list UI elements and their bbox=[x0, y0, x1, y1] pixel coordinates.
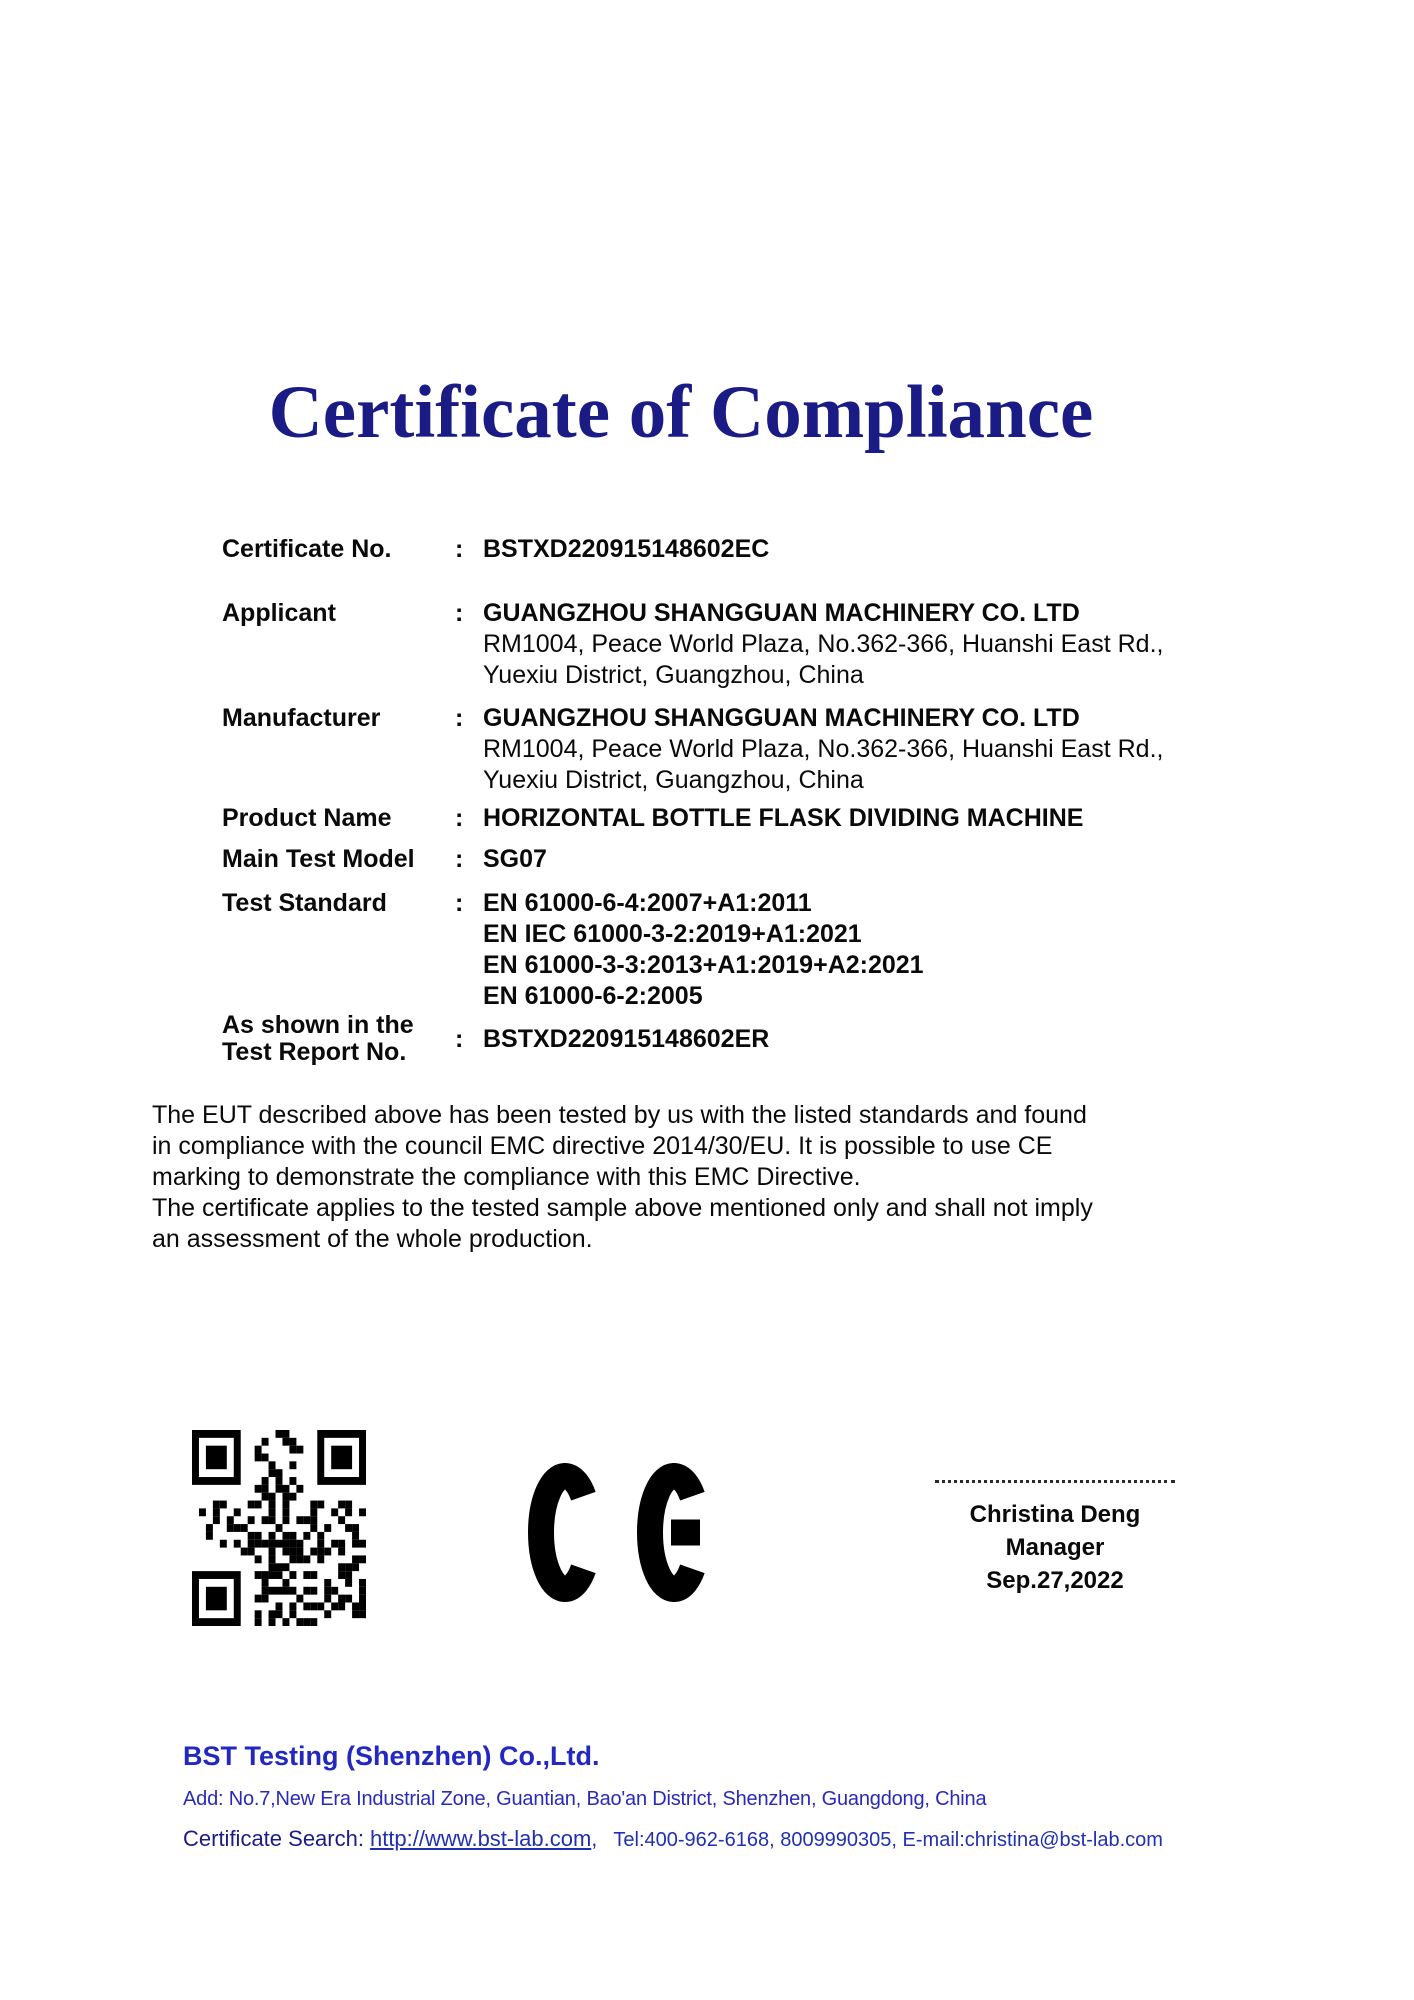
field-colon: : bbox=[455, 704, 464, 732]
field-label: Product Name bbox=[222, 804, 392, 832]
issuer-address: Add: No.7,New Era Industrial Zone, Guantian, Bao'an District, Shenzhen, Guangdong, China bbox=[183, 1788, 987, 1810]
field-label: Applicant bbox=[222, 599, 336, 627]
certificate-fields bbox=[222, 534, 1163, 1066]
applicant-address-line2: Yuexiu District, Guangzhou, China bbox=[483, 661, 864, 689]
field-value: SG07 bbox=[483, 845, 547, 873]
applicant-address-line1: RM1004, Peace World Plaza, No.362-366, Huanshi East Rd., bbox=[483, 630, 1164, 658]
compliance-statement bbox=[152, 1100, 1272, 1255]
field-colon: : bbox=[455, 599, 464, 627]
field-label: Main Test Model bbox=[222, 845, 415, 873]
field-colon: : bbox=[455, 535, 464, 563]
signer-name: Christina Deng bbox=[969, 1501, 1141, 1528]
issuer-company-name: BST Testing (Shenzhen) Co.,Ltd. bbox=[183, 1741, 600, 1771]
test-standard-line: EN 61000-6-2:2005 bbox=[483, 982, 703, 1010]
field-colon: : bbox=[455, 804, 464, 832]
field-label: Certificate No. bbox=[222, 535, 392, 563]
field-value: HORIZONTAL BOTTLE FLASK DIVIDING MACHINE bbox=[483, 804, 1084, 832]
field-row-test-report-no bbox=[222, 1012, 1163, 1066]
field-row-certificate-no bbox=[222, 534, 1163, 565]
qr-code-icon bbox=[192, 1430, 366, 1626]
signature-dotted-line bbox=[935, 1480, 1175, 1483]
test-standard-line: EN 61000-3-3:2013+A1:2019+A2:2021 bbox=[483, 951, 924, 979]
statement-line: The certificate applies to the tested sample above mentioned only and shall not imply bbox=[152, 1194, 1093, 1222]
manufacturer-address-line2: Yuexiu District, Guangzhou, China bbox=[483, 766, 864, 794]
certificate-search-link[interactable]: http://www.bst-lab.com bbox=[369, 1826, 592, 1851]
field-row-applicant bbox=[222, 598, 1163, 691]
field-value bbox=[483, 703, 1163, 796]
statement-line: The EUT described above has been tested by us with the listed standards and found bbox=[152, 1101, 1087, 1129]
certificate-title: Certificate of Compliance bbox=[268, 371, 1094, 454]
manufacturer-address-line1: RM1004, Peace World Plaza, No.362-366, Huanshi East Rd., bbox=[483, 735, 1164, 763]
field-row-main-test-model bbox=[222, 844, 1163, 875]
statement-line: marking to demonstrate the compliance with this EMC Directive. bbox=[152, 1163, 861, 1191]
signature-date: Sep.27,2022 bbox=[986, 1567, 1124, 1594]
test-standard-line: EN 61000-6-4:2007+A1:2011 bbox=[483, 889, 812, 917]
field-colon: : bbox=[455, 1024, 464, 1053]
field-label: Manufacturer bbox=[222, 704, 381, 732]
field-row-product-name bbox=[222, 803, 1163, 834]
signer-role: Manager bbox=[1005, 1534, 1105, 1561]
contact-info: Tel:400-962-6168, 8009990305, E-mail:christina@bst-lab.com bbox=[613, 1829, 1163, 1851]
test-standard-line: EN IEC 61000-3-2:2019+A1:2021 bbox=[483, 920, 862, 948]
applicant-company: GUANGZHOU SHANGGUAN MACHINERY CO. LTD bbox=[483, 599, 1080, 627]
certificate-search-label: Certificate Search: bbox=[183, 1826, 364, 1851]
field-value: BSTXD220915148602ER bbox=[483, 1024, 770, 1053]
field-value: BSTXD220915148602EC bbox=[483, 535, 770, 563]
footer-contact-line bbox=[183, 1825, 1163, 1854]
manufacturer-company: GUANGZHOU SHANGGUAN MACHINERY CO. LTD bbox=[483, 704, 1080, 732]
field-label: Test Standard bbox=[222, 889, 387, 917]
field-label bbox=[222, 1012, 455, 1066]
statement-line: in compliance with the council EMC directive 2014/30/EU. It is possible to use CE bbox=[152, 1132, 1053, 1160]
signature-block bbox=[920, 1480, 1190, 1597]
test-report-label-line1: As shown in the bbox=[222, 1011, 414, 1039]
statement-line: an assessment of the whole production. bbox=[152, 1225, 593, 1253]
test-report-label-line2: Test Report No. bbox=[222, 1038, 407, 1066]
field-colon: : bbox=[455, 889, 464, 917]
field-value bbox=[483, 598, 1163, 691]
field-colon: : bbox=[455, 845, 464, 873]
ce-marking-icon bbox=[528, 1463, 710, 1602]
issuer-footer bbox=[183, 1740, 1163, 1854]
search-comma: , bbox=[591, 1826, 598, 1851]
field-row-test-standard bbox=[222, 888, 1163, 1012]
field-row-manufacturer bbox=[222, 703, 1163, 796]
field-value bbox=[483, 888, 924, 1012]
